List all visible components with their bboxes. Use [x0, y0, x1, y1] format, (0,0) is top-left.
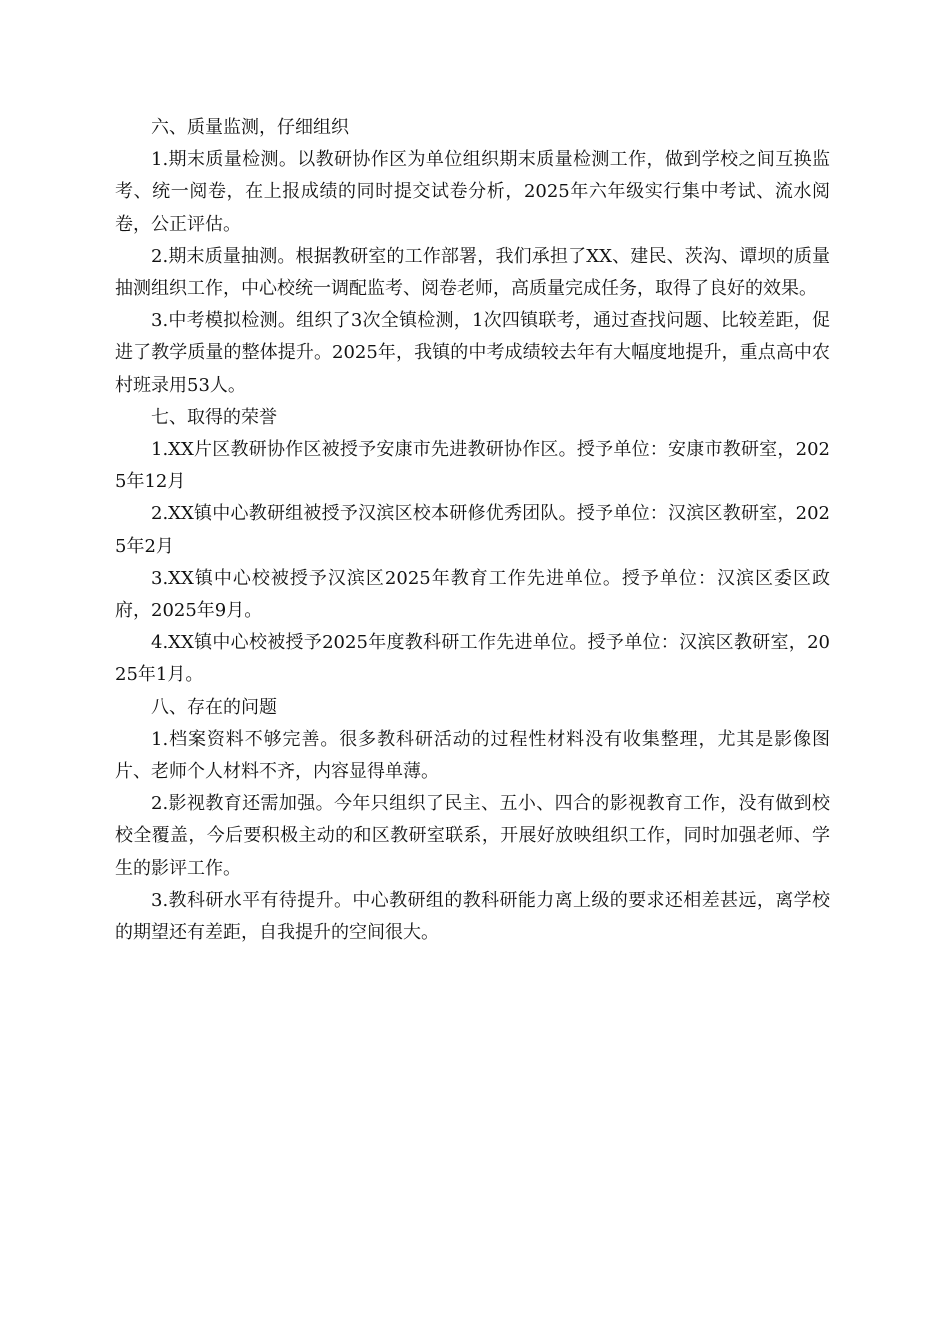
paragraph-final-exam-sampling: 2.期末质量抽测。根据教研室的工作部署，我们承担了XX、建民、茨沟、谭坝的质量抽测组织工作，中心校统一调配监考、阅卷老师，高质量完成任务，取得了良好的效果。	[115, 245, 830, 300]
paragraph-final-exam-testing: 1.期末质量检测。以教研协作区为单位组织期末质量检测工作，做到学校之间互换监考、统一阅卷，在上报成绩的同时提交试卷分析，2025年六年级实行集中考试、流水阅卷，公正评估。	[115, 149, 830, 235]
section-heading-problems: 八、存在的问题	[151, 696, 277, 718]
document-body	[115, 112, 830, 949]
paragraph-honor-2: 2.XX镇中心教研组被授予汉滨区校本研修优秀团队。授予单位：汉滨区教研室，2025年2月	[115, 503, 830, 557]
section-heading-quality-monitoring: 六、质量监测，仔细组织	[151, 117, 349, 138]
paragraph-mock-exam: 3.中考模拟检测。组织了3次全镇检测，1次四镇联考，通过查找问题、比较差距，促进了教学质量的整体提升。2025年，我镇的中考成绩较去年有大幅度地提升，重点高中农村班录用53人。	[115, 310, 830, 396]
paragraph-problem-2: 2.影视教育还需加强。今年只组织了民主、五小、四合的影视教育工作，没有做到校校全覆盖，今后要积极主动的和区教研室联系，开展好放映组织工作，同时加强老师、学生的影评工作。	[115, 793, 830, 879]
paragraph-honor-4: 4.XX镇中心校被授予2025年度教科研工作先进单位。授予单位：汉滨区教研室，2025年1月。	[115, 632, 830, 686]
paragraph-problem-3: 3.教科研水平有待提升。中心教研组的教科研能力离上级的要求还相差甚远，离学校的期望还有差距，自我提升的空间很大。	[115, 889, 830, 944]
paragraph-honor-1: 1.XX片区教研协作区被授予安康市先进教研协作区。授予单位：安康市教研室，2025年12月	[115, 439, 830, 493]
paragraph-honor-3: 3.XX镇中心校被授予汉滨区2025年教育工作先进单位。授予单位：汉滨区委区政府，2025年9月。	[115, 567, 830, 622]
section-heading-honors: 七、取得的荣誉	[151, 406, 277, 428]
paragraph-problem-1: 1.档案资料不够完善。很多教科研活动的过程性材料没有收集整理，尤其是影像图片、老师个人材料不齐，内容显得单薄。	[115, 728, 830, 783]
